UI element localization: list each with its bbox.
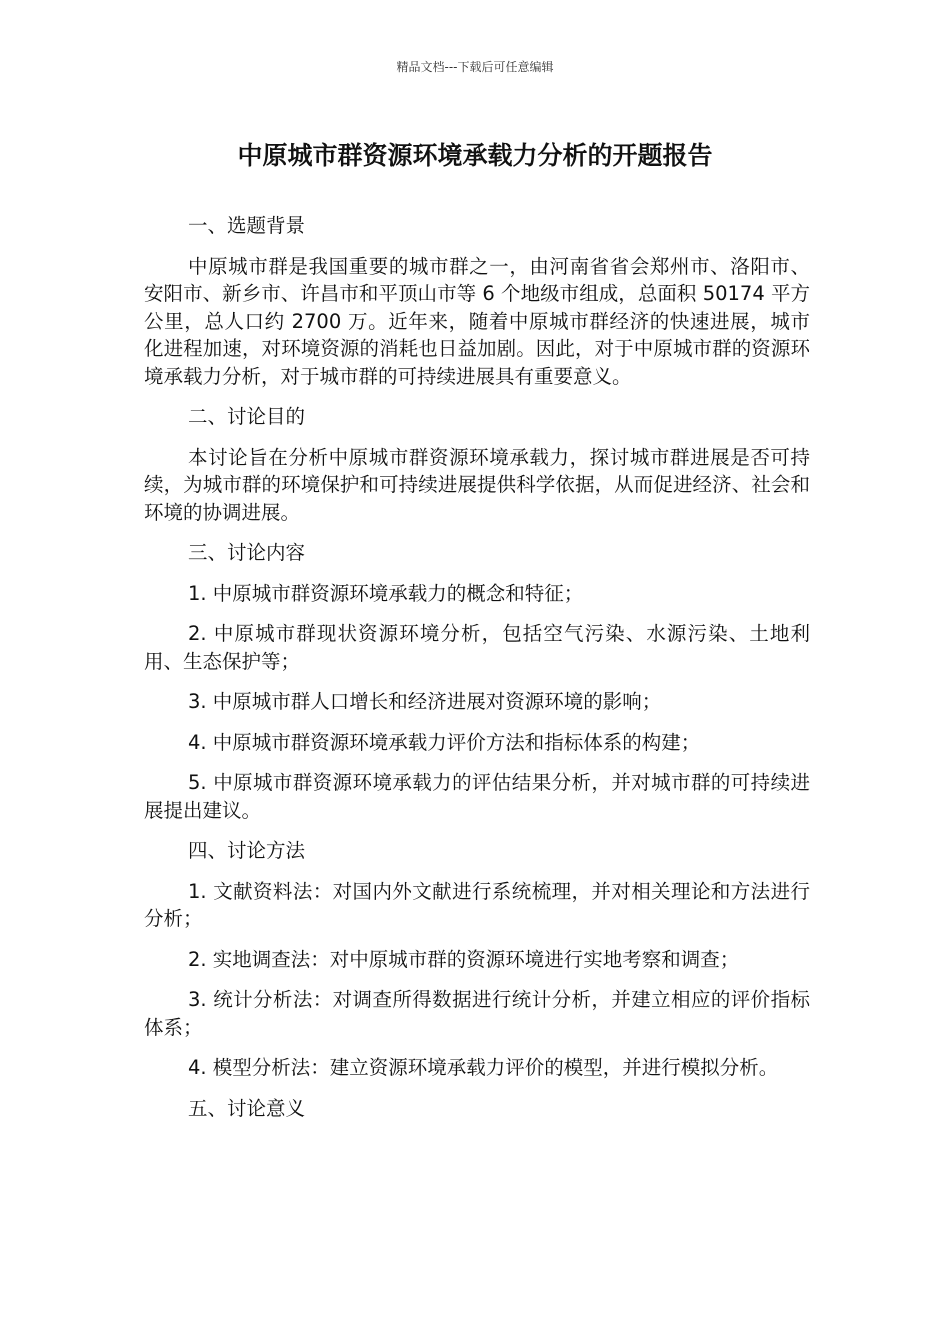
- content-item: 5. 中原城市群资源环境承载力的评估结果分析，并对城市群的可持续进展提出建议。: [144, 771, 810, 822]
- content-item: 4. 中原城市群资源环境承载力评价方法和指标体系的构建；: [188, 730, 701, 754]
- method-item: 1. 文献资料法：对国内外文献进行系统梳理，并对相关理论和方法进行分析；: [144, 879, 810, 930]
- content-item: 1. 中原城市群资源环境承载力的概念和特征；: [188, 581, 584, 605]
- section-heading-significance: 五、讨论意义: [188, 1096, 306, 1120]
- content-item: 3. 中原城市群人口增长和经济进展对资源环境的影响；: [188, 690, 662, 713]
- purpose-paragraph: 本讨论旨在分析中原城市群资源环境承载力，探讨城市群进展是否可持续，为城市群的环境保护和可持续进展提供科学依据，从而促进经济、社会和环境的协调进展。: [144, 445, 810, 524]
- section-heading-purpose: 二、讨论目的: [188, 405, 306, 428]
- content-item: 2. 中原城市群现状资源环境分析，包括空气污染、水源污染、土地利用、生态保护等；: [144, 622, 810, 673]
- document-title: 中原城市群资源环境承载力分析的开题报告: [237, 141, 713, 170]
- background-paragraph: 中原城市群是我国重要的城市群之一，由河南省省会郑州市、洛阳市、安阳市、新乡市、许昌市和平顶山市等 6 个地级市组成，总面积 50174 平方公里，总人口约 2700 万。近年来，随着中原城市群经济的快速进展，城市化进程加速，对环境资源的消耗也日益加剧。因此，对于中原城市群的资源环境承载力分析，对于城市群的可持续进展具有重要意义。: [144, 254, 810, 388]
- section-heading-methods: 四、讨论方法: [188, 839, 306, 862]
- method-item: 2. 实地调查法：对中原城市群的资源环境进行实地考察和调查；: [188, 947, 740, 971]
- method-item: 4. 模型分析法：建立资源环境承载力评价的模型，并进行模拟分析。: [188, 1056, 779, 1079]
- section-heading-background: 一、选题背景: [188, 214, 306, 237]
- section-heading-content: 三、讨论内容: [188, 541, 306, 564]
- document-body: [144, 212, 810, 1135]
- header-note: 精品文档---下载后可任意编辑: [396, 60, 554, 74]
- method-item: 3. 统计分析法：对调查所得数据进行统计分析，并建立相应的评价指标体系；: [144, 988, 810, 1039]
